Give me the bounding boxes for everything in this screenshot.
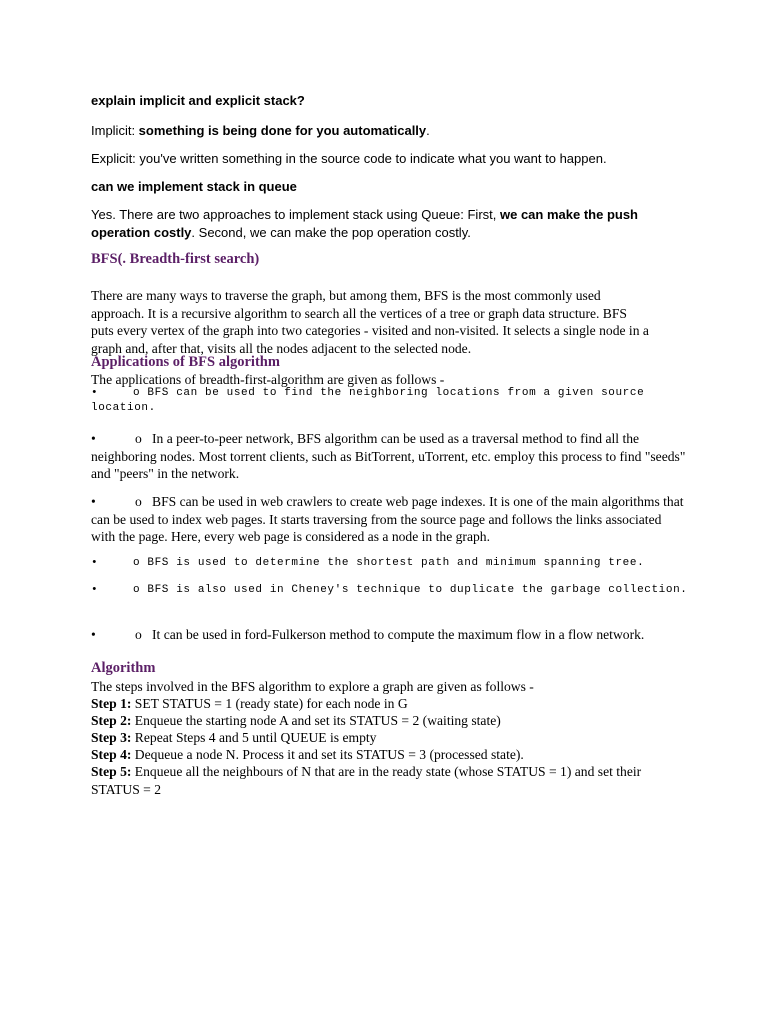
answer-bold: we can make the push operation costly: [91, 207, 638, 240]
bullet-dot: •: [91, 627, 96, 642]
answer-pre: Yes. There are two approaches to implement stack using Queue: First,: [91, 207, 500, 222]
step-label: Step 3:: [91, 730, 132, 745]
step-text: Enqueue the starting node A and set its STATUS = 2 (waiting state): [131, 713, 501, 728]
bullet-marker: o: [133, 584, 141, 596]
step-label: Step 5:: [91, 764, 132, 779]
algorithm-step: [91, 729, 691, 747]
bullet-dot: •: [91, 431, 96, 446]
list-item: [91, 583, 691, 598]
algorithm-step: [91, 712, 691, 730]
list-item: [91, 626, 701, 644]
step-text: SET STATUS = 1 (ready state) for each node in G: [131, 696, 408, 711]
bullet-dot: •: [91, 557, 99, 569]
bullet-dot: •: [91, 584, 99, 596]
step-label: Step 2:: [91, 713, 132, 728]
bullet-marker: o: [135, 494, 142, 509]
algorithm-step: [91, 695, 691, 713]
bfs-heading: BFS(. Breadth-first search): [91, 251, 260, 267]
question-implicit-explicit: explain implicit and explicit stack?: [91, 93, 305, 108]
implicit-label: Implicit:: [91, 123, 139, 138]
list-item: [91, 493, 686, 546]
question-stack-in-queue: can we implement stack in queue: [91, 179, 297, 194]
applications-heading: Applications of BFS algorithm: [91, 354, 280, 370]
bullet-marker: o: [135, 627, 142, 642]
step-text: Enqueue all the neighbours of N that are in the ready state (whose STATUS = 1) and set their STATUS = 2: [91, 764, 642, 797]
bullet-marker: o: [133, 557, 141, 569]
list-item: [91, 430, 686, 483]
step-label: Step 1:: [91, 696, 132, 711]
answer-post: . Second, we can make the pop operation costly.: [191, 225, 471, 240]
bullet-marker: o: [135, 431, 142, 446]
explicit-paragraph: Explicit: you've written something in the source code to indicate what you want to happen.: [91, 151, 607, 166]
algorithm-heading: Algorithm: [91, 660, 156, 676]
list-item: [91, 386, 691, 416]
bullet-text: BFS can be used in web crawlers to create web page indexes. It is one of the main algorithms that can be used to index web pages. It starts traversing from the source page and follows the links associated with the page. Here, every web page is considered as a node in the graph.: [91, 494, 684, 544]
algorithm-step: [91, 746, 691, 764]
bullet-text: BFS is also used in Cheney's technique to duplicate the garbage collection.: [147, 584, 688, 596]
step-label: Step 4:: [91, 747, 132, 762]
step-text: Repeat Steps 4 and 5 until QUEUE is empty: [131, 730, 377, 745]
implicit-paragraph: [91, 122, 691, 140]
list-item: [91, 556, 691, 571]
bullet-dot: •: [91, 387, 99, 399]
bullet-text: In a peer-to-peer network, BFS algorithm can be used as a traversal method to find all the neighboring nodes. Most torrent clients, such as BitTorrent, uTorrent, etc. employ this process to find "seeds" and "peers" in the network.: [91, 431, 686, 481]
bullet-text: BFS can be used to find the neighboring locations from a given source location.: [91, 387, 645, 414]
algorithm-step: [91, 763, 656, 798]
bullet-marker: o: [133, 387, 141, 399]
bullet-dot: •: [91, 494, 96, 509]
implicit-definition: something is being done for you automatically: [138, 123, 427, 138]
bullet-text: It can be used in ford-Fulkerson method to compute the maximum flow in a flow network.: [152, 627, 645, 642]
implicit-end: .: [426, 123, 430, 138]
stack-queue-answer: [91, 206, 691, 242]
step-text: Dequeue a node N. Process it and set its STATUS = 3 (processed state).: [131, 747, 524, 762]
applications-intro: The applications of breadth-first-algorithm are given as follows -: [91, 372, 445, 387]
algorithm-intro: The steps involved in the BFS algorithm to explore a graph are given as follows -: [91, 679, 534, 694]
bullet-text: BFS is used to determine the shortest path and minimum spanning tree.: [147, 557, 645, 569]
bfs-intro-paragraph: There are many ways to traverse the graph, but among them, BFS is the most commonly used approach. It is a recursive algorithm to search all the vertices of a tree or graph data structure. BFS puts every vertex of the graph into two categories - visited and non-visited. It selects a single node in a graph and, after that, visits all the nodes adjacent to the selected node.: [91, 288, 649, 356]
